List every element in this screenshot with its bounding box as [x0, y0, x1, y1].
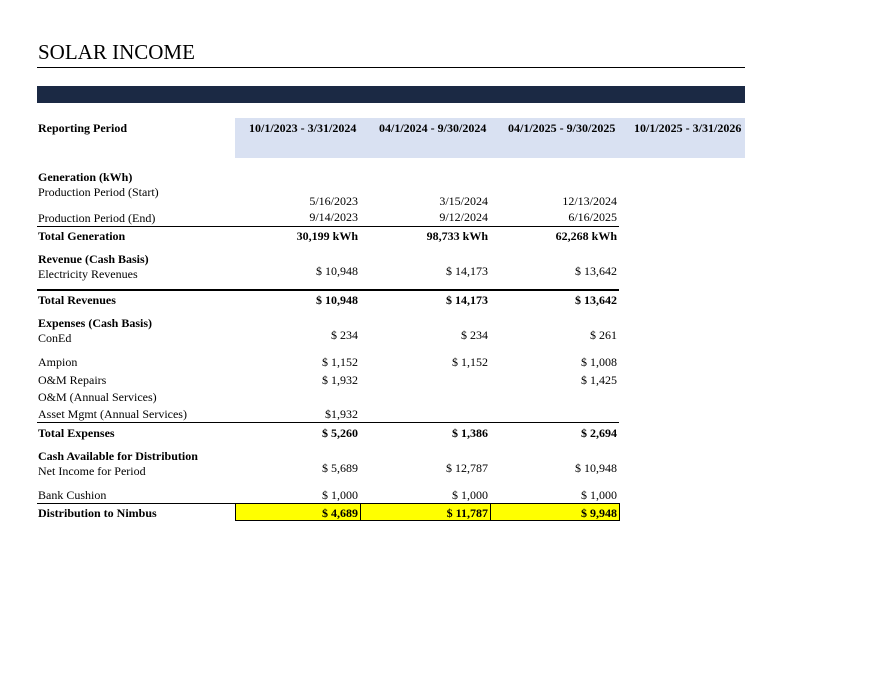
production-end-2: 9/12/2024: [439, 210, 488, 224]
total-generation-label: Total Generation: [38, 229, 126, 243]
ampion-3: $ 1,008: [581, 355, 617, 369]
net-income-3: $ 10,948: [575, 461, 617, 475]
total-revenues-label: Total Revenues: [38, 293, 116, 307]
electricity-revenues-1: $ 10,948: [316, 264, 358, 278]
bank-cushion-1: $ 1,000: [322, 488, 358, 502]
period-header-3: 04/1/2025 - 9/30/2025: [508, 121, 616, 135]
total-generation-1: 30,199 kWh: [296, 229, 358, 243]
ampion-1: $ 1,152: [322, 355, 358, 369]
total-expenses-3: $ 2,694: [581, 426, 617, 440]
net-income-label: Net Income for Period: [38, 464, 146, 478]
coned-2: $ 234: [461, 328, 488, 342]
distribution-label: Distribution to Nimbus: [38, 506, 157, 520]
production-start-label: Production Period (Start): [38, 185, 159, 199]
total-generation-2: 98,733 kWh: [426, 229, 488, 243]
distribution-rule: [37, 503, 237, 504]
production-start-1: 5/16/2023: [309, 194, 358, 208]
total-expenses-1: $ 5,260: [322, 426, 358, 440]
asset-mgmt-label: Asset Mgmt (Annual Services): [38, 407, 187, 421]
electricity-revenues-3: $ 13,642: [575, 264, 617, 278]
revenue-heading: Revenue (Cash Basis): [38, 252, 149, 266]
total-revenues-rule: [37, 289, 619, 291]
electricity-revenues-label: Electricity Revenues: [38, 267, 138, 281]
total-expenses-label: Total Expenses: [38, 426, 115, 440]
om-repairs-3: $ 1,425: [581, 373, 617, 387]
electricity-revenues-2: $ 14,173: [446, 264, 488, 278]
ampion-2: $ 1,152: [452, 355, 488, 369]
total-revenues-2: $ 14,173: [446, 293, 488, 307]
coned-1: $ 234: [331, 328, 358, 342]
header-bar: [37, 86, 745, 103]
production-end-1: 9/14/2023: [309, 210, 358, 224]
title-divider: [37, 67, 745, 68]
asset-mgmt-1: $1,932: [325, 407, 358, 421]
page-title: SOLAR INCOME: [38, 40, 195, 64]
distribution-2: $ 11,787: [446, 506, 488, 520]
reporting-period-label: Reporting Period: [38, 121, 127, 135]
cash-available-heading: Cash Available for Distribution: [38, 449, 198, 463]
om-annual-label: O&M (Annual Services): [38, 390, 157, 404]
period-header-4: 10/1/2025 - 3/31/2026: [634, 121, 742, 135]
production-end-3: 6/16/2025: [568, 210, 617, 224]
om-repairs-label: O&M Repairs: [38, 373, 107, 387]
coned-label: ConEd: [38, 331, 72, 345]
expenses-heading: Expenses (Cash Basis): [38, 316, 153, 330]
total-generation-3: 62,268 kWh: [555, 229, 617, 243]
production-start-2: 3/15/2024: [439, 194, 488, 208]
total-revenues-3: $ 13,642: [575, 293, 617, 307]
generation-heading: Generation (kWh): [38, 170, 133, 184]
bank-cushion-2: $ 1,000: [452, 488, 488, 502]
ampion-label: Ampion: [38, 355, 78, 369]
production-start-3: 12/13/2024: [562, 194, 617, 208]
om-repairs-1: $ 1,932: [322, 373, 358, 387]
total-revenues-1: $ 10,948: [316, 293, 358, 307]
net-income-2: $ 12,787: [446, 461, 488, 475]
net-income-1: $ 5,689: [322, 461, 358, 475]
distribution-3: $ 9,948: [581, 506, 617, 520]
production-end-label: Production Period (End): [38, 211, 156, 225]
total-generation-rule: [37, 226, 619, 227]
total-expenses-2: $ 1,386: [452, 426, 488, 440]
bank-cushion-label: Bank Cushion: [38, 488, 107, 502]
bank-cushion-3: $ 1,000: [581, 488, 617, 502]
total-expenses-rule: [37, 422, 619, 423]
coned-3: $ 261: [590, 328, 617, 342]
period-header-2: 04/1/2024 - 9/30/2024: [379, 121, 487, 135]
period-header-1: 10/1/2023 - 3/31/2024: [249, 121, 357, 135]
distribution-1: $ 4,689: [322, 506, 358, 520]
